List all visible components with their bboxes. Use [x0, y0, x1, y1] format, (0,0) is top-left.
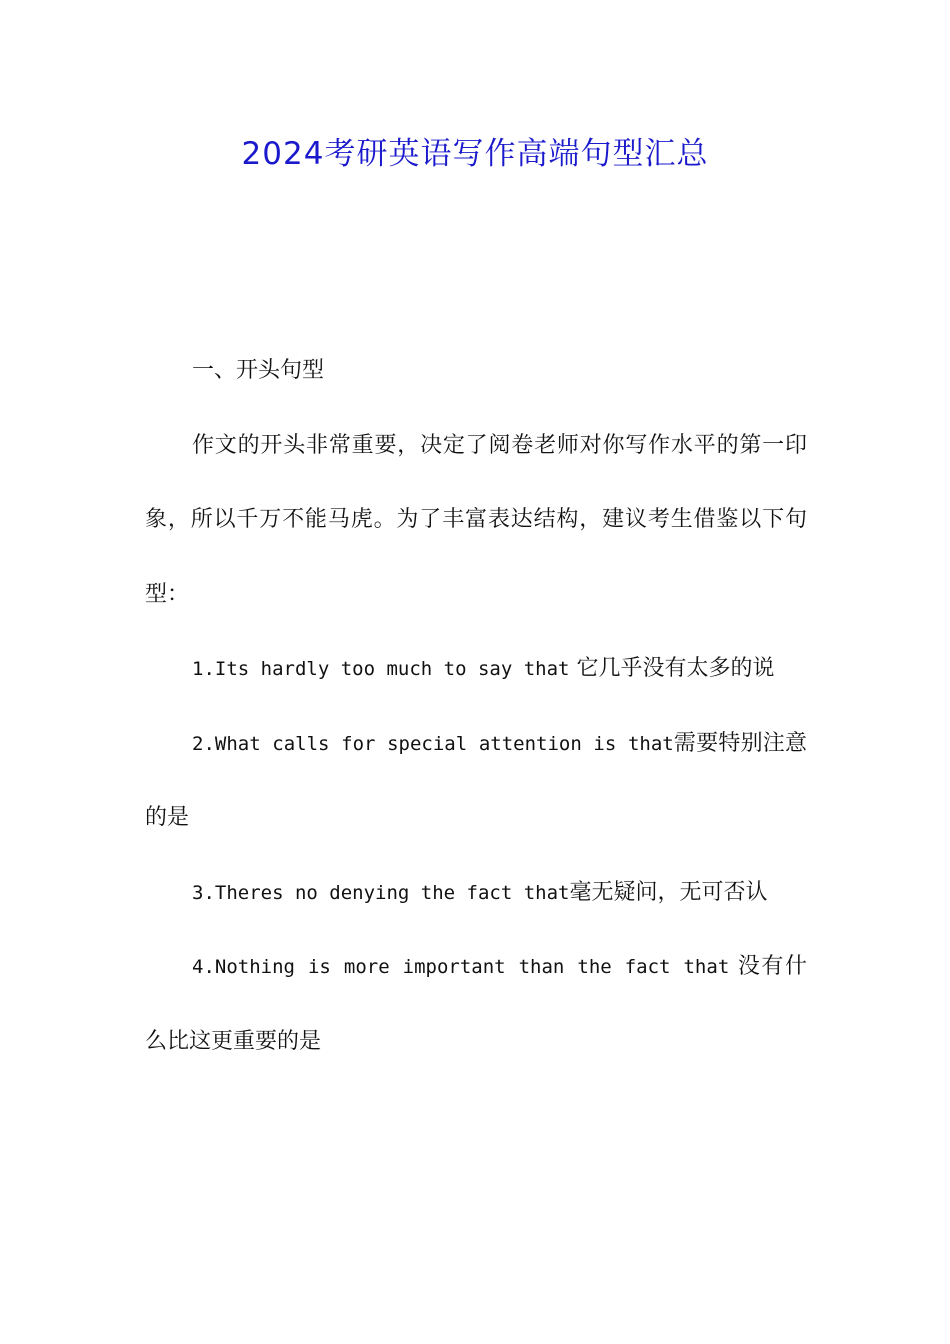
list-item	[145, 632, 807, 707]
item-chinese: 没有什么比这更重要的是	[145, 954, 807, 1054]
intro-paragraph: 作文的开头非常重要，决定了阅卷老师对你写作水平的第一印象，所以千万不能马虎。为了丰富表达结构，建议考生借鉴以下句型：	[145, 432, 807, 607]
document-body	[145, 334, 807, 1079]
list-item	[145, 856, 807, 931]
item-number: 2.	[192, 732, 215, 755]
section-heading: 一、开头句型	[192, 358, 325, 383]
item-chinese: 它几乎没有太多的说	[569, 656, 775, 681]
item-number: 1.	[192, 658, 215, 680]
item-english: Its hardly too much to say that	[214, 658, 570, 680]
list-item	[145, 930, 807, 1079]
item-english: What calls for special attention is that	[214, 732, 674, 755]
item-chinese: 毫无疑问，无可否认	[569, 879, 768, 905]
list-item	[145, 707, 807, 856]
item-english: Theres no denying the fact that	[214, 881, 570, 904]
item-number: 4.	[192, 956, 215, 978]
item-number: 3.	[192, 881, 215, 904]
document-title: 2024考研英语写作高端句型汇总	[241, 136, 709, 172]
item-chinese: 需要特别注意的是	[145, 730, 807, 830]
item-english: Nothing is more important than the fact that	[214, 956, 730, 978]
